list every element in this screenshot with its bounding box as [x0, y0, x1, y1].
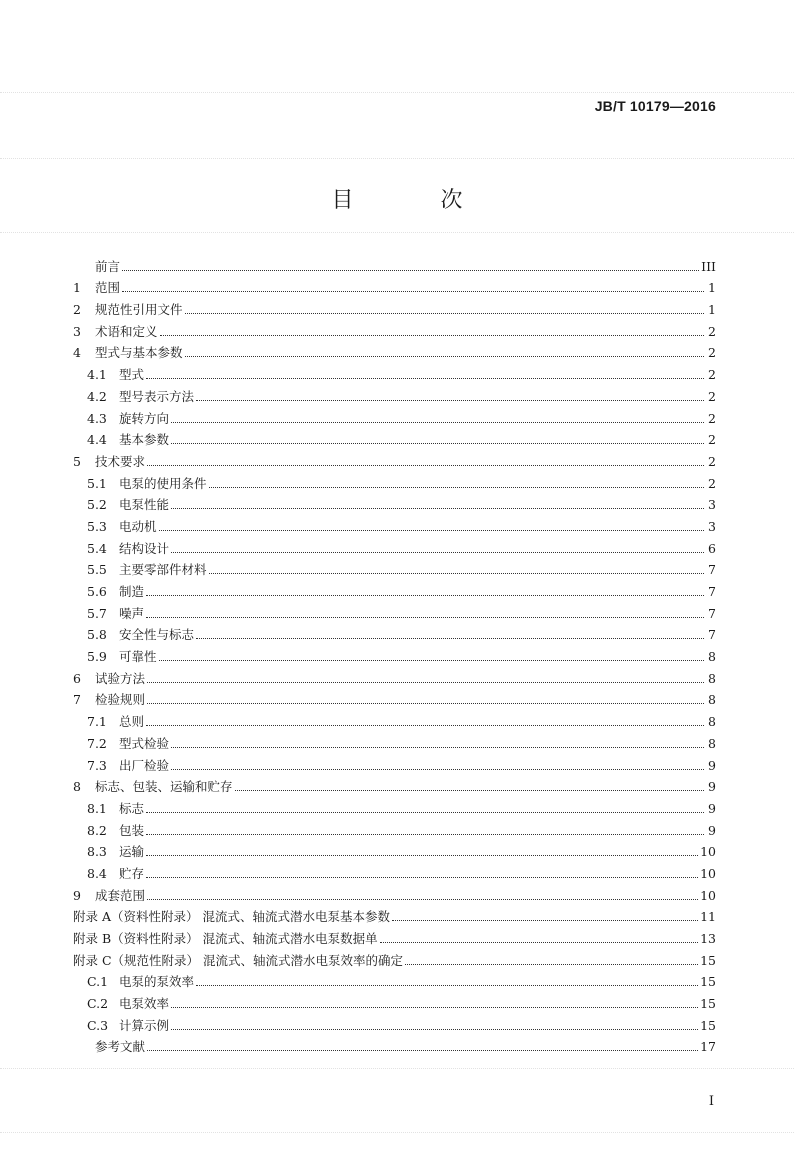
toc-entry-label: 技术要求 [95, 453, 146, 469]
toc-entry-page: 7 [708, 562, 716, 578]
toc-entry-label: 参考文献 [95, 1039, 146, 1055]
toc-entry-number: 4.4 [87, 432, 107, 448]
toc-entry[interactable] [73, 513, 716, 535]
toc-entry-number: 5.2 [87, 497, 107, 513]
toc-entry[interactable] [73, 795, 716, 817]
toc-entry-page: 6 [708, 540, 716, 556]
toc-entry-page: 9 [708, 779, 716, 795]
toc-entry[interactable] [73, 904, 716, 926]
scan-artifact-line [0, 92, 794, 93]
toc-entry-label: 成套范围 [95, 887, 146, 903]
toc-entry-label: 结构设计 [119, 540, 170, 556]
toc-entry-page: 2 [708, 410, 716, 426]
toc-entry[interactable] [73, 405, 716, 427]
toc-entry-page: 8 [708, 692, 716, 708]
toc-entry-label: 基本参数 [119, 432, 170, 448]
standard-code: JB/T 10179—2016 [594, 98, 716, 114]
toc-entry-number: C.1 [87, 974, 109, 990]
toc-entry-page: 2 [708, 475, 716, 491]
toc-entry-page: 10 [700, 865, 716, 881]
toc-entry-label: 总则 [119, 714, 145, 730]
scan-artifact-line [0, 1068, 794, 1069]
toc-entry-page: 3 [708, 518, 716, 534]
dot-leader [159, 529, 704, 531]
dot-leader [196, 984, 698, 986]
toc-entry-label: 制造 [119, 584, 145, 599]
toc-entry[interactable] [73, 535, 716, 557]
toc-entry-number: 8 [73, 779, 81, 795]
dot-leader [235, 789, 704, 791]
toc-entry-label: 计算示例 [119, 1017, 170, 1033]
toc-entry[interactable] [73, 643, 716, 665]
toc-entry[interactable] [73, 340, 716, 362]
toc-entry-page: 2 [708, 323, 716, 339]
toc-entry[interactable] [73, 730, 716, 752]
toc-entry-number: 7.3 [87, 757, 107, 773]
toc-entry[interactable] [73, 318, 716, 340]
toc-entry-label: 噪声 [119, 605, 145, 621]
dot-leader [171, 768, 704, 770]
toc-entry-label: 旋转方向 [119, 410, 170, 426]
toc-entry-label: 电动机 [119, 518, 157, 534]
toc-entry-page: 11 [700, 909, 716, 925]
toc-entry-number: C.2 [87, 996, 109, 1012]
dot-leader [146, 833, 704, 835]
toc-entry-number: 8.4 [87, 865, 107, 881]
toc-entry-label: 型号表示方法 [119, 388, 195, 404]
dot-leader [146, 724, 704, 726]
toc-entry[interactable] [73, 383, 716, 405]
dot-leader [196, 637, 704, 639]
toc-entry-page: 7 [708, 605, 716, 621]
toc-entry-page: 1 [708, 302, 716, 318]
toc-entry-page: 7 [708, 627, 716, 643]
toc-entry-page: 8 [708, 714, 716, 730]
toc-entry[interactable] [73, 492, 716, 514]
toc-entry-number: 4.2 [87, 388, 107, 404]
dot-leader [171, 1028, 698, 1030]
toc-entry-label: 范围 [95, 280, 121, 296]
toc-entry-page: 9 [708, 757, 716, 773]
dot-leader [147, 1049, 698, 1051]
toc-entry-number: 1 [73, 280, 81, 296]
toc-entry-label: 附录 C（规范性附录） 混流式、轴流式潜水电泵效率的确定 [73, 952, 404, 968]
toc-entry-label: 标志、包装、运输和贮存 [95, 779, 233, 795]
toc-entry[interactable] [73, 687, 716, 709]
toc-entry-label: 术语和定义 [95, 323, 158, 339]
toc-entry-page: 17 [700, 1039, 716, 1055]
dot-leader [380, 941, 698, 943]
toc-entry-label: 型式 [119, 367, 145, 383]
toc-entry-number: 5.5 [87, 562, 107, 578]
toc-entry[interactable] [73, 665, 716, 687]
toc-entry-label: 标志 [119, 800, 145, 816]
toc-entry-number: C.3 [87, 1017, 109, 1033]
toc-entry[interactable] [73, 990, 716, 1012]
toc-entry[interactable] [73, 1012, 716, 1034]
toc-entry[interactable] [73, 361, 716, 383]
toc-entry-number: 8.1 [87, 800, 107, 816]
toc-entry[interactable] [73, 578, 716, 600]
scan-artifact-line [0, 158, 794, 159]
dot-leader [196, 399, 704, 401]
toc-entry-number: 4.1 [87, 367, 107, 383]
toc-entry-page: 2 [708, 367, 716, 383]
toc-entry-page: 2 [708, 345, 716, 361]
toc-entry-page: 8 [708, 649, 716, 665]
toc-entry[interactable] [73, 817, 716, 839]
dot-leader [405, 963, 698, 965]
scan-artifact-line [0, 232, 794, 233]
dot-leader [146, 811, 704, 813]
toc-entry[interactable] [73, 622, 716, 644]
toc-entry-page: 2 [708, 453, 716, 469]
toc-entry-number: 5.4 [87, 540, 107, 556]
dot-leader [147, 702, 704, 704]
page-number: I [708, 1094, 714, 1109]
toc-entry[interactable] [73, 470, 716, 492]
toc-entry[interactable] [73, 860, 716, 882]
toc-entry-number: 4.3 [87, 410, 107, 426]
toc-entry[interactable] [73, 925, 716, 947]
toc-entry[interactable] [73, 296, 716, 318]
toc-entry-number: 5.7 [87, 605, 107, 621]
toc-entry-label: 包装 [119, 822, 145, 838]
toc-entry-number: 5.9 [87, 649, 107, 665]
dot-leader [392, 919, 698, 921]
scan-artifact-line [0, 1132, 794, 1133]
page-title: 目 次 [331, 188, 503, 213]
dot-leader [185, 355, 704, 357]
toc-entry[interactable] [73, 275, 716, 297]
dot-leader [171, 551, 704, 553]
toc-entry-label: 附录 B（资料性附录） 混流式、轴流式潜水电泵数据单 [73, 931, 378, 946]
toc-entry-page: 2 [708, 432, 716, 448]
toc-entry-label: 检验规则 [95, 692, 146, 708]
toc-entry-label: 运输 [119, 844, 145, 860]
toc-entry-label: 可靠性 [119, 649, 157, 665]
dot-leader [146, 594, 704, 596]
toc-entry[interactable] [73, 708, 716, 730]
dot-leader [209, 572, 704, 574]
toc-entry-number: 5.6 [87, 584, 107, 599]
toc-entry[interactable] [73, 600, 716, 622]
dot-leader [160, 334, 704, 336]
toc-entry[interactable] [73, 947, 716, 969]
toc-entry-page: 15 [700, 996, 716, 1012]
toc-entry-label: 型式与基本参数 [95, 345, 183, 361]
toc-entry-label: 试验方法 [95, 670, 146, 686]
toc-entry-label: 电泵效率 [119, 996, 170, 1012]
dot-leader [146, 377, 704, 379]
dot-leader [122, 290, 704, 292]
toc-entry-label: 电泵的使用条件 [119, 475, 207, 491]
toc-entry[interactable] [73, 253, 716, 275]
toc-entry[interactable] [73, 557, 716, 579]
toc-entry-page: 9 [708, 800, 716, 816]
dot-leader [171, 507, 704, 509]
toc-entry-page: III [701, 258, 716, 274]
toc-entry-number: 5.8 [87, 627, 107, 643]
toc-entry-number: 3 [73, 323, 81, 339]
dot-leader [147, 898, 698, 900]
toc-entry[interactable] [73, 774, 716, 796]
toc-entry-number: 8.2 [87, 822, 107, 838]
toc-entry-number: 7 [73, 692, 81, 708]
toc-entry-page: 3 [708, 497, 716, 513]
toc-entry-label: 型式检验 [119, 735, 170, 751]
dot-leader [171, 421, 704, 423]
toc-entry-page: 8 [708, 670, 716, 686]
toc-entry-page: 15 [700, 974, 716, 990]
toc-entry-number: 6 [73, 670, 81, 686]
dot-leader [209, 486, 704, 488]
table-of-contents [73, 253, 716, 1055]
dot-leader [159, 659, 704, 661]
dot-leader [171, 442, 704, 444]
toc-entry-label: 主要零部件材料 [119, 562, 207, 578]
toc-entry-page: 9 [708, 822, 716, 838]
toc-entry-page: 8 [708, 735, 716, 751]
toc-entry[interactable] [73, 969, 716, 991]
toc-entry-page: 15 [700, 952, 716, 968]
toc-entry-number: 8.3 [87, 844, 107, 860]
toc-entry-label: 安全性与标志 [119, 627, 195, 643]
toc-entry[interactable] [73, 448, 716, 470]
toc-entry-label: 电泵性能 [119, 497, 170, 513]
toc-entry-label: 规范性引用文件 [95, 302, 183, 318]
dot-leader [146, 616, 704, 618]
toc-entry-label: 附录 A（资料性附录） 混流式、轴流式潜水电泵基本参数 [73, 909, 390, 925]
toc-entry-label: 出厂检验 [119, 757, 170, 773]
toc-entry-page: 10 [700, 887, 716, 903]
toc-entry-page: 2 [708, 388, 716, 404]
dot-leader [146, 854, 698, 856]
toc-entry-page: 10 [700, 844, 716, 860]
toc-entry[interactable] [73, 1034, 716, 1056]
dot-leader [122, 269, 699, 271]
toc-entry-number: 5.1 [87, 475, 107, 491]
dot-leader [185, 312, 704, 314]
toc-entry-page: 15 [700, 1017, 716, 1033]
toc-entry-page: 13 [700, 931, 716, 946]
toc-entry-number: 4 [73, 345, 81, 361]
dot-leader [147, 681, 704, 683]
toc-entry[interactable] [73, 752, 716, 774]
toc-entry[interactable] [73, 882, 716, 904]
toc-entry[interactable] [73, 839, 716, 861]
toc-entry-page: 7 [708, 584, 716, 599]
dot-leader [171, 1006, 698, 1008]
dot-leader [146, 876, 698, 878]
toc-entry-page: 1 [708, 280, 716, 296]
toc-entry-number: 2 [73, 302, 81, 318]
toc-entry-number: 5.3 [87, 518, 107, 534]
toc-entry-number: 5 [73, 453, 81, 469]
dot-leader [147, 464, 704, 466]
toc-entry-label: 贮存 [119, 865, 145, 881]
dot-leader [171, 746, 704, 748]
toc-entry[interactable] [73, 427, 716, 449]
toc-entry-number: 7.2 [87, 735, 107, 751]
toc-entry-number: 9 [73, 887, 81, 903]
toc-entry-label: 电泵的泵效率 [119, 974, 195, 990]
toc-entry-label: 前言 [95, 258, 121, 274]
toc-entry-number: 7.1 [87, 714, 107, 730]
